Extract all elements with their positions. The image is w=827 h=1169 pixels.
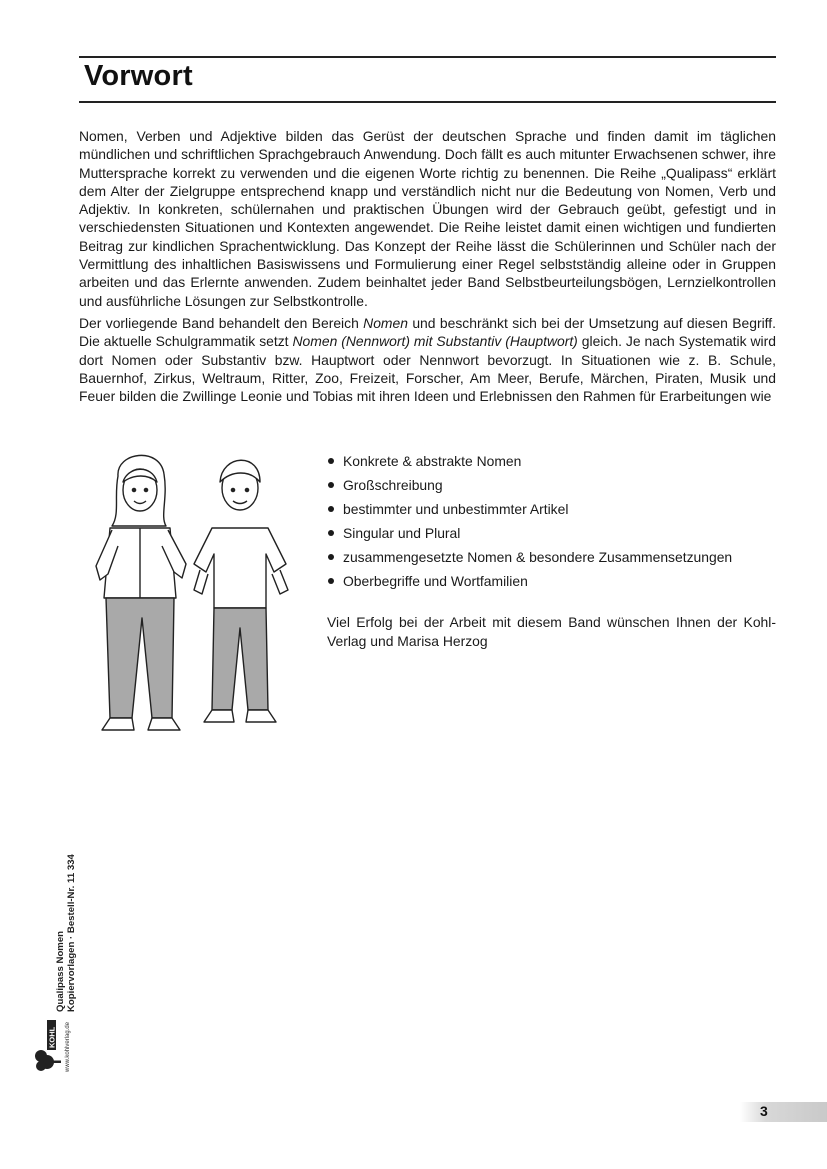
header-rule-bottom <box>79 101 776 103</box>
publisher-website: www.kohlverlag.de <box>65 1021 71 1072</box>
boy-figure <box>194 460 288 722</box>
series-title: Qualipass Nomen <box>55 930 66 1012</box>
list-item: Oberbegriffe und Wortfamilien <box>327 571 732 595</box>
header-rule-top <box>79 56 776 58</box>
closing-remark: Viel Erfolg bei der Arbeit mit diesem Band wünschen Ihnen der Kohl-Verlag und Marisa Herzog <box>327 614 776 649</box>
list-item: zusammengesetzte Nomen & besondere Zusammensetzungen <box>327 547 732 571</box>
list-item: Singular und Plural <box>327 523 732 547</box>
list-item: bestimmter und unbestimmter Artikel <box>327 499 732 523</box>
publisher-sidebar <box>17 832 77 1072</box>
scope-text-1: Der vorliegende Band behandelt den Bereich <box>79 315 364 331</box>
scope-paragraph <box>79 314 776 405</box>
scope-text-2: und beschränkt sich bei der Umsetzung auf diesen Begriff. Die aktuelle Schulgrammatik setzt <box>79 315 776 350</box>
page-number-tab <box>740 1102 827 1122</box>
scope-emphasis-definition: Nomen (Nennwort) mit Substantiv (Hauptwort) <box>292 333 578 350</box>
list-item: Konkrete & abstrakte Nomen <box>327 451 732 475</box>
twins-illustration <box>90 448 310 748</box>
topic-list <box>327 451 732 595</box>
intro-paragraph: Nomen, Verben und Adjektive bilden das Gerüst der deutschen Sprache und finden damit im täglichen mündlichen und schriftlichen Sprachgebrauch Anwendung. Doch fällt es auch mitunter Erwachsenen schwer, ihre Muttersprache korrekt zu verwenden und die eigenen Worte richtig zu benennen. Die Reihe „Qualipass“ erklärt dem Alter der Zielgruppe entsprechend knapp und verständlich nicht nur die Bedeutung von Nomen, Verb und Adjektiv. In konkreten, schülernahen und praktischen Übungen wird der Gebrauch geübt, gefestigt und in verschiedensten Situationen und Kontexten angewendet. Die Reihe leistet damit einen wichtigen und fundierten Beitrag zur kindlichen Sprachentwicklung. Das Konzept der Reihe lässt die Schülerinnen und Schüler nach der Vermittlung des inhaltlichen Basiswissens und Formulierung einer Regel selbstständig alleine oder in Gruppen arbeiten und das Erlernte anwenden. Zudem beinhaltet jeder Band Selbstbeurteilungsbögen, Lernzielkontrollen und ausführliche Lösungen zur Selbstkontrolle. <box>79 128 776 309</box>
page-title: Vorwort <box>84 60 193 92</box>
scope-text-3: gleich. Je nach Systematik wird dort Nomen oder Substantiv bzw. Hauptwort oder Nennwort bevorzugt. In Situationen wie z. B. Schule, Bauernhof, Zirkus, Weltraum, Ritter, Zoo, Freizeit, Forscher, Am Meer, Berufe, Märchen, Piraten, Musik und Feuer bilden die Zwillinge Leonie und Tobias mit ihren Ideen und Erlebnissen den Rahmen für Erarbeitungen wie <box>79 333 776 405</box>
page-number: 3 <box>760 1103 768 1119</box>
scope-emphasis-nomen: Nomen <box>363 315 408 331</box>
kohl-logo-text: KOHL <box>47 1026 57 1048</box>
list-item: Großschreibung <box>327 475 732 499</box>
girl-figure <box>96 455 186 730</box>
order-number: Kopiervorlagen · Bestell-Nr. 11 334 <box>66 854 77 1012</box>
